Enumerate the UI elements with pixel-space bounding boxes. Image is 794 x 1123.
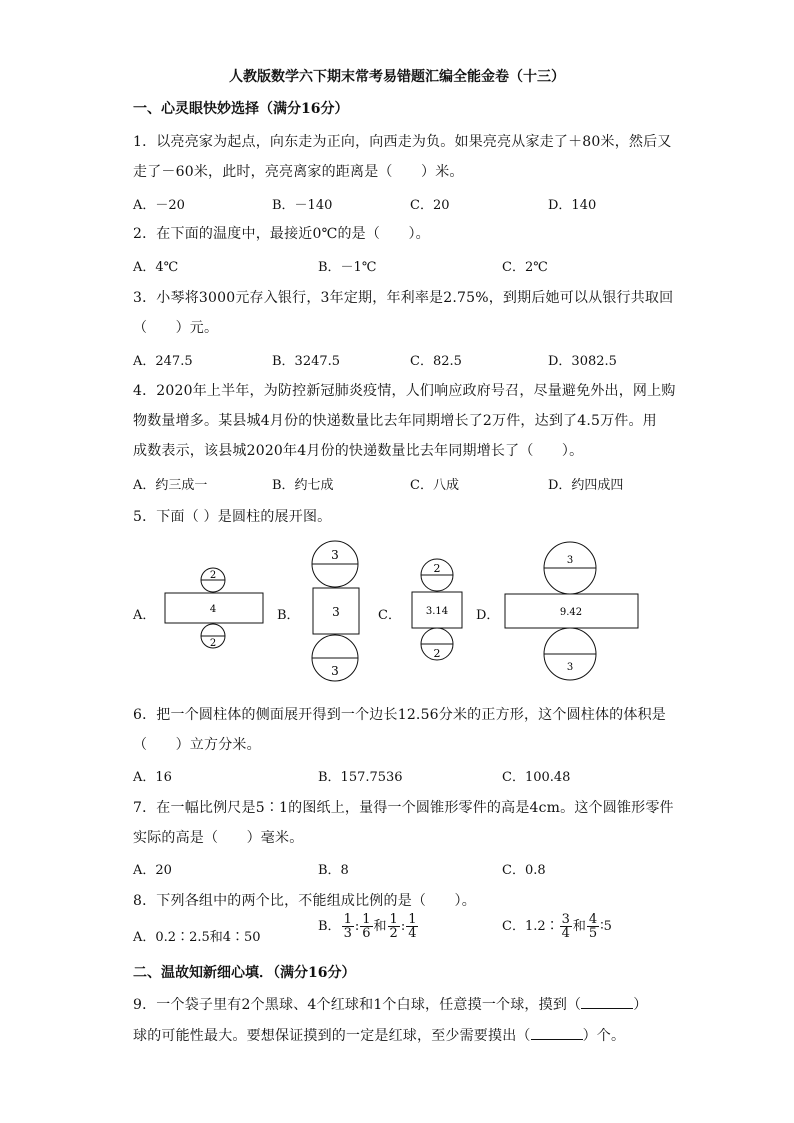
- q4-option-a[interactable]: A．约三成一: [133, 478, 208, 493]
- q3-option-d[interactable]: D．3082.5: [548, 354, 617, 369]
- q3-line2: （ ）元。: [133, 320, 219, 336]
- q1-line1: 1．以亮亮家为起点，向东走为正向，向西走为负。如果亮亮从家走了＋80米，然后又: [133, 134, 672, 150]
- and-word: 和: [373, 919, 387, 934]
- q6-line1: 6．把一个圆柱体的侧面展开得到一个边长12.56分米的正方形，这个圆柱体的体积是: [133, 707, 666, 723]
- q8-option-c-label: C．1.2∶: [502, 919, 559, 934]
- fraction: [587, 913, 599, 940]
- q7-option-b[interactable]: B．8: [318, 863, 349, 878]
- denominator: 5: [588, 926, 598, 941]
- q6-option-c[interactable]: C．100.48: [502, 770, 571, 785]
- q7-option-c[interactable]: C．0.8: [502, 863, 546, 878]
- q1-line2: 走了－60米，此时，亮亮离家的距离是（ ）米。: [133, 164, 464, 180]
- colon: :: [354, 919, 360, 934]
- q4-option-c[interactable]: C．八成: [410, 478, 459, 493]
- section-heading-choice: 一、心灵眼快妙选择（满分16分）: [133, 101, 349, 117]
- q8-option-b[interactable]: [318, 913, 419, 940]
- q9-line1: [133, 994, 647, 1014]
- q2-option-b[interactable]: B．－1℃: [318, 260, 377, 275]
- fraction: [560, 913, 572, 940]
- numerator: 1: [408, 912, 417, 927]
- q8-line1: 8．下列各组中的两个比，不能组成比例的是（ ）。: [133, 893, 476, 909]
- q9-line2: [133, 1025, 625, 1045]
- answer-blank[interactable]: [581, 996, 633, 1009]
- numerator: 1: [343, 912, 352, 927]
- q4-option-d[interactable]: D．约四成四: [548, 478, 624, 493]
- cylinder-net-figures: [0, 530, 794, 690]
- fraction: [406, 913, 418, 940]
- figure-c-bottom-label: 2: [433, 647, 441, 660]
- figure-b-bottom-label: 3: [331, 664, 339, 678]
- fraction: [360, 913, 372, 940]
- q4-line3: 成数表示，该县城2020年4月份的快递数量比去年同期增长了（ ）。: [133, 443, 584, 459]
- q1-option-d[interactable]: D．140: [548, 198, 597, 213]
- figure-b-top-label: 3: [331, 548, 339, 562]
- q5-label-b[interactable]: B．: [277, 608, 300, 623]
- figure-d-rect-label: 9.42: [559, 607, 583, 618]
- q9-line1-text: 9．一个袋子里有2个黑球、4个红球和1个白球，任意摸一个球，摸到（: [133, 997, 582, 1013]
- fraction: [342, 913, 354, 940]
- denominator: 4: [561, 926, 570, 941]
- denominator: 4: [408, 926, 417, 941]
- q9-line2-text: 球的可能性最大。要想保证摸到的一定是红球，至少需要摸出（: [133, 1028, 531, 1044]
- q5-line1: 5．下面（ ）是圆柱的展开图。: [133, 509, 332, 525]
- q8-option-b-label: B．: [318, 919, 341, 934]
- figure-d-top-label: 3: [566, 555, 574, 566]
- q1-option-c[interactable]: C．20: [410, 198, 450, 213]
- q2-line1: 2．在下面的温度中，最接近0℃的是（ ）。: [133, 226, 430, 242]
- figure-a-top-label: 2: [209, 570, 217, 581]
- figure-c-top-label: 2: [433, 562, 441, 575]
- denominator: 3: [343, 926, 352, 941]
- q9-line1-close: ）: [633, 997, 648, 1013]
- q3-line1: 3．小琴将3000元存入银行，3年定期，年利率是2.75%，到期后她可以从银行共取回: [133, 290, 674, 306]
- q8-option-c[interactable]: [502, 913, 612, 940]
- q3-option-a[interactable]: A．247.5: [133, 354, 193, 369]
- q5-label-d[interactable]: D．: [476, 608, 500, 623]
- denominator: 6: [362, 926, 371, 941]
- q1-option-b[interactable]: B．－140: [272, 198, 333, 213]
- and-word: 和: [572, 919, 586, 934]
- q6-option-a[interactable]: A．16: [133, 770, 172, 785]
- q7-line1: 7．在一幅比例尺是5∶1的图纸上，量得一个圆锥形零件的高是4cm。这个圆锥形零件: [133, 800, 674, 816]
- figure-d-bottom-label: 3: [566, 662, 574, 673]
- section-heading-fill: 二、温故知新细心填．（满分16分）: [133, 965, 356, 981]
- figure-a-rect-label: 4: [209, 604, 217, 615]
- ratio-tail: ∶5: [600, 919, 612, 934]
- numerator: 1: [362, 912, 371, 927]
- fraction: [388, 913, 400, 940]
- q4-option-b[interactable]: B．约七成: [272, 478, 334, 493]
- denominator: 2: [389, 926, 398, 941]
- figure-b: [312, 541, 359, 681]
- answer-blank[interactable]: [531, 1027, 583, 1040]
- figure-c-rect-label: 3.14: [425, 606, 449, 617]
- figure-c: [412, 559, 462, 660]
- colon: :: [400, 919, 406, 934]
- page-title: 人教版数学六下期末常考易错题汇编全能金卷（十三）: [229, 69, 565, 85]
- q4-line2: 物数量增多。某县城4月份的快递数量比去年同期增长了2万件，达到了4.5万件。用: [133, 413, 657, 429]
- q3-option-c[interactable]: C．82.5: [410, 354, 462, 369]
- q5-label-a[interactable]: A．: [133, 608, 156, 623]
- q2-option-c[interactable]: C．2℃: [502, 260, 548, 275]
- q7-line2: 实际的高是（ ）毫米。: [133, 830, 304, 846]
- q8-option-a[interactable]: A．0.2∶2.5和4∶50: [133, 930, 261, 945]
- q2-option-a[interactable]: A．4℃: [133, 260, 179, 275]
- q1-option-a[interactable]: A．－20: [133, 198, 185, 213]
- q5-label-c[interactable]: C．: [378, 608, 401, 623]
- figure-a-bottom-label: 2: [209, 638, 217, 649]
- figure-b-rect-label: 3: [332, 605, 340, 619]
- q6-option-b[interactable]: B．157.7536: [318, 770, 403, 785]
- q6-line2: （ ）立方分米。: [133, 737, 261, 753]
- q9-line2-close: ）个。: [582, 1028, 626, 1044]
- figure-a: [165, 568, 263, 649]
- q7-option-a[interactable]: A．20: [133, 863, 172, 878]
- numerator: 1: [389, 912, 398, 927]
- numerator: 3: [561, 912, 570, 927]
- net-figures-svg: [0, 530, 794, 690]
- numerator: 4: [588, 912, 598, 927]
- figure-d: [505, 542, 638, 680]
- q4-line1: 4．2020年上半年，为防控新冠肺炎疫情，人们响应政府号召，尽量避免外出，网上购: [133, 383, 676, 399]
- q3-option-b[interactable]: B．3247.5: [272, 354, 341, 369]
